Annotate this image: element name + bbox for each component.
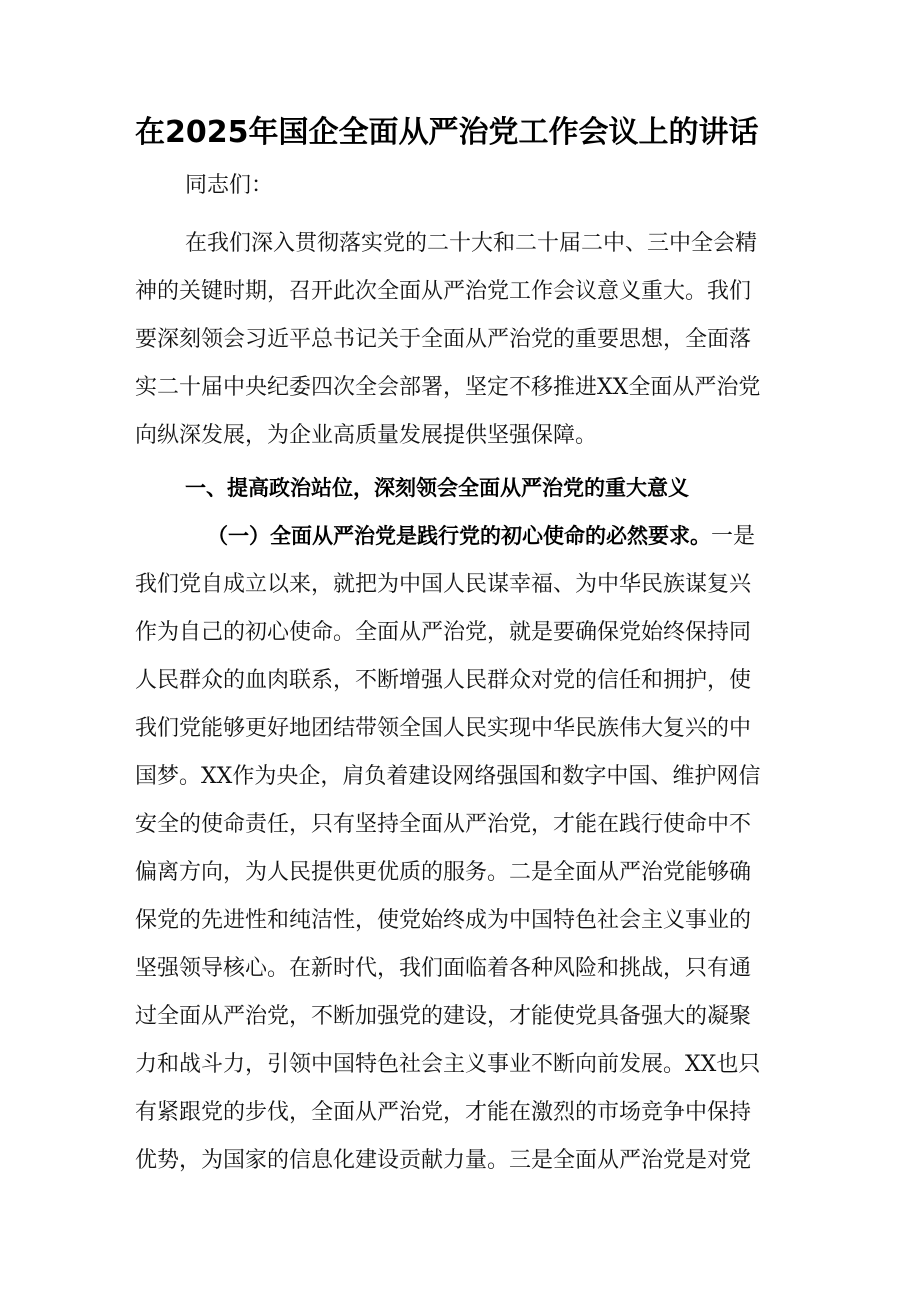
subsection-line: 国梦。XX作为央企，肩负着建设网络强国和数字中国、维护网信	[135, 764, 761, 789]
subsection-line: 偏离方向，为人民提供更优质的服务。二是全面从严治党能够确	[135, 860, 752, 885]
subsection-line: 作为自己的初心使命。全面从严治党，就是要确保党始终保持同	[135, 620, 752, 645]
subsection-first-line	[135, 512, 795, 561]
subsection-line: 保党的先进性和纯洁性，使党始终成为中国特色社会主义事业的	[135, 908, 752, 933]
subsection-line: 我们党能够更好地团结带领全国人民实现中华民族伟大复兴的中	[135, 716, 752, 741]
subsection-line: 人民群众的血肉联系，不断增强人民群众对党的信任和拥护，使	[135, 668, 752, 693]
intro-line: 神的关键时期，召开此次全面从严治党工作会议意义重大。我们	[135, 279, 752, 304]
intro-line: 向纵深发展，为企业高质量发展提供坚强保障。	[135, 423, 598, 448]
intro-line: 要深刻领会习近平总书记关于全面从严治党的重要思想，全面落	[135, 327, 752, 352]
subsection-paragraph	[135, 512, 795, 1185]
document-title: 在2025年国企全面从严治党工作会议上的讲话	[135, 115, 759, 150]
subsection-line: 我们党自成立以来，就把为中国人民谋幸福、为中华民族谋复兴	[135, 572, 752, 597]
subsection-line: 优势，为国家的信息化建设贡献力量。三是全面从严治党是对党	[135, 1148, 752, 1173]
subsection-line: 安全的使命责任，只有坚持全面从严治党，才能在践行使命中不	[135, 812, 752, 837]
intro-line: 在我们深入贯彻落实党的二十大和二十届二中、三中全会精	[185, 231, 758, 256]
document-body	[135, 162, 795, 1185]
subsection-line: 过全面从严治党，不断加强党的建设，才能使党具备强大的凝聚	[135, 1004, 752, 1029]
subsection-line: 坚强领导核心。在新时代，我们面临着各种风险和挑战，只有通	[135, 956, 752, 981]
subsection-line: 力和战斗力，引领中国特色社会主义事业不断向前发展。XX也只	[135, 1052, 761, 1077]
subsection-line: 有紧跟党的步伐，全面从严治党，才能在激烈的市场竞争中保持	[135, 1100, 752, 1125]
intro-line: 实二十届中央纪委四次全会部署，坚定不移推进XX全面从严治党	[135, 375, 761, 400]
section-heading: 一、提高政治站位，深刻领会全面从严治党的重大意义	[185, 476, 689, 500]
greeting: 同志们：	[185, 173, 274, 198]
intro-paragraph	[135, 220, 795, 460]
subsection-lead: （一）全面从严治党是践行党的初心使命的必然要求。	[207, 524, 711, 548]
subsection-first-line-rest: 一是	[711, 524, 756, 549]
